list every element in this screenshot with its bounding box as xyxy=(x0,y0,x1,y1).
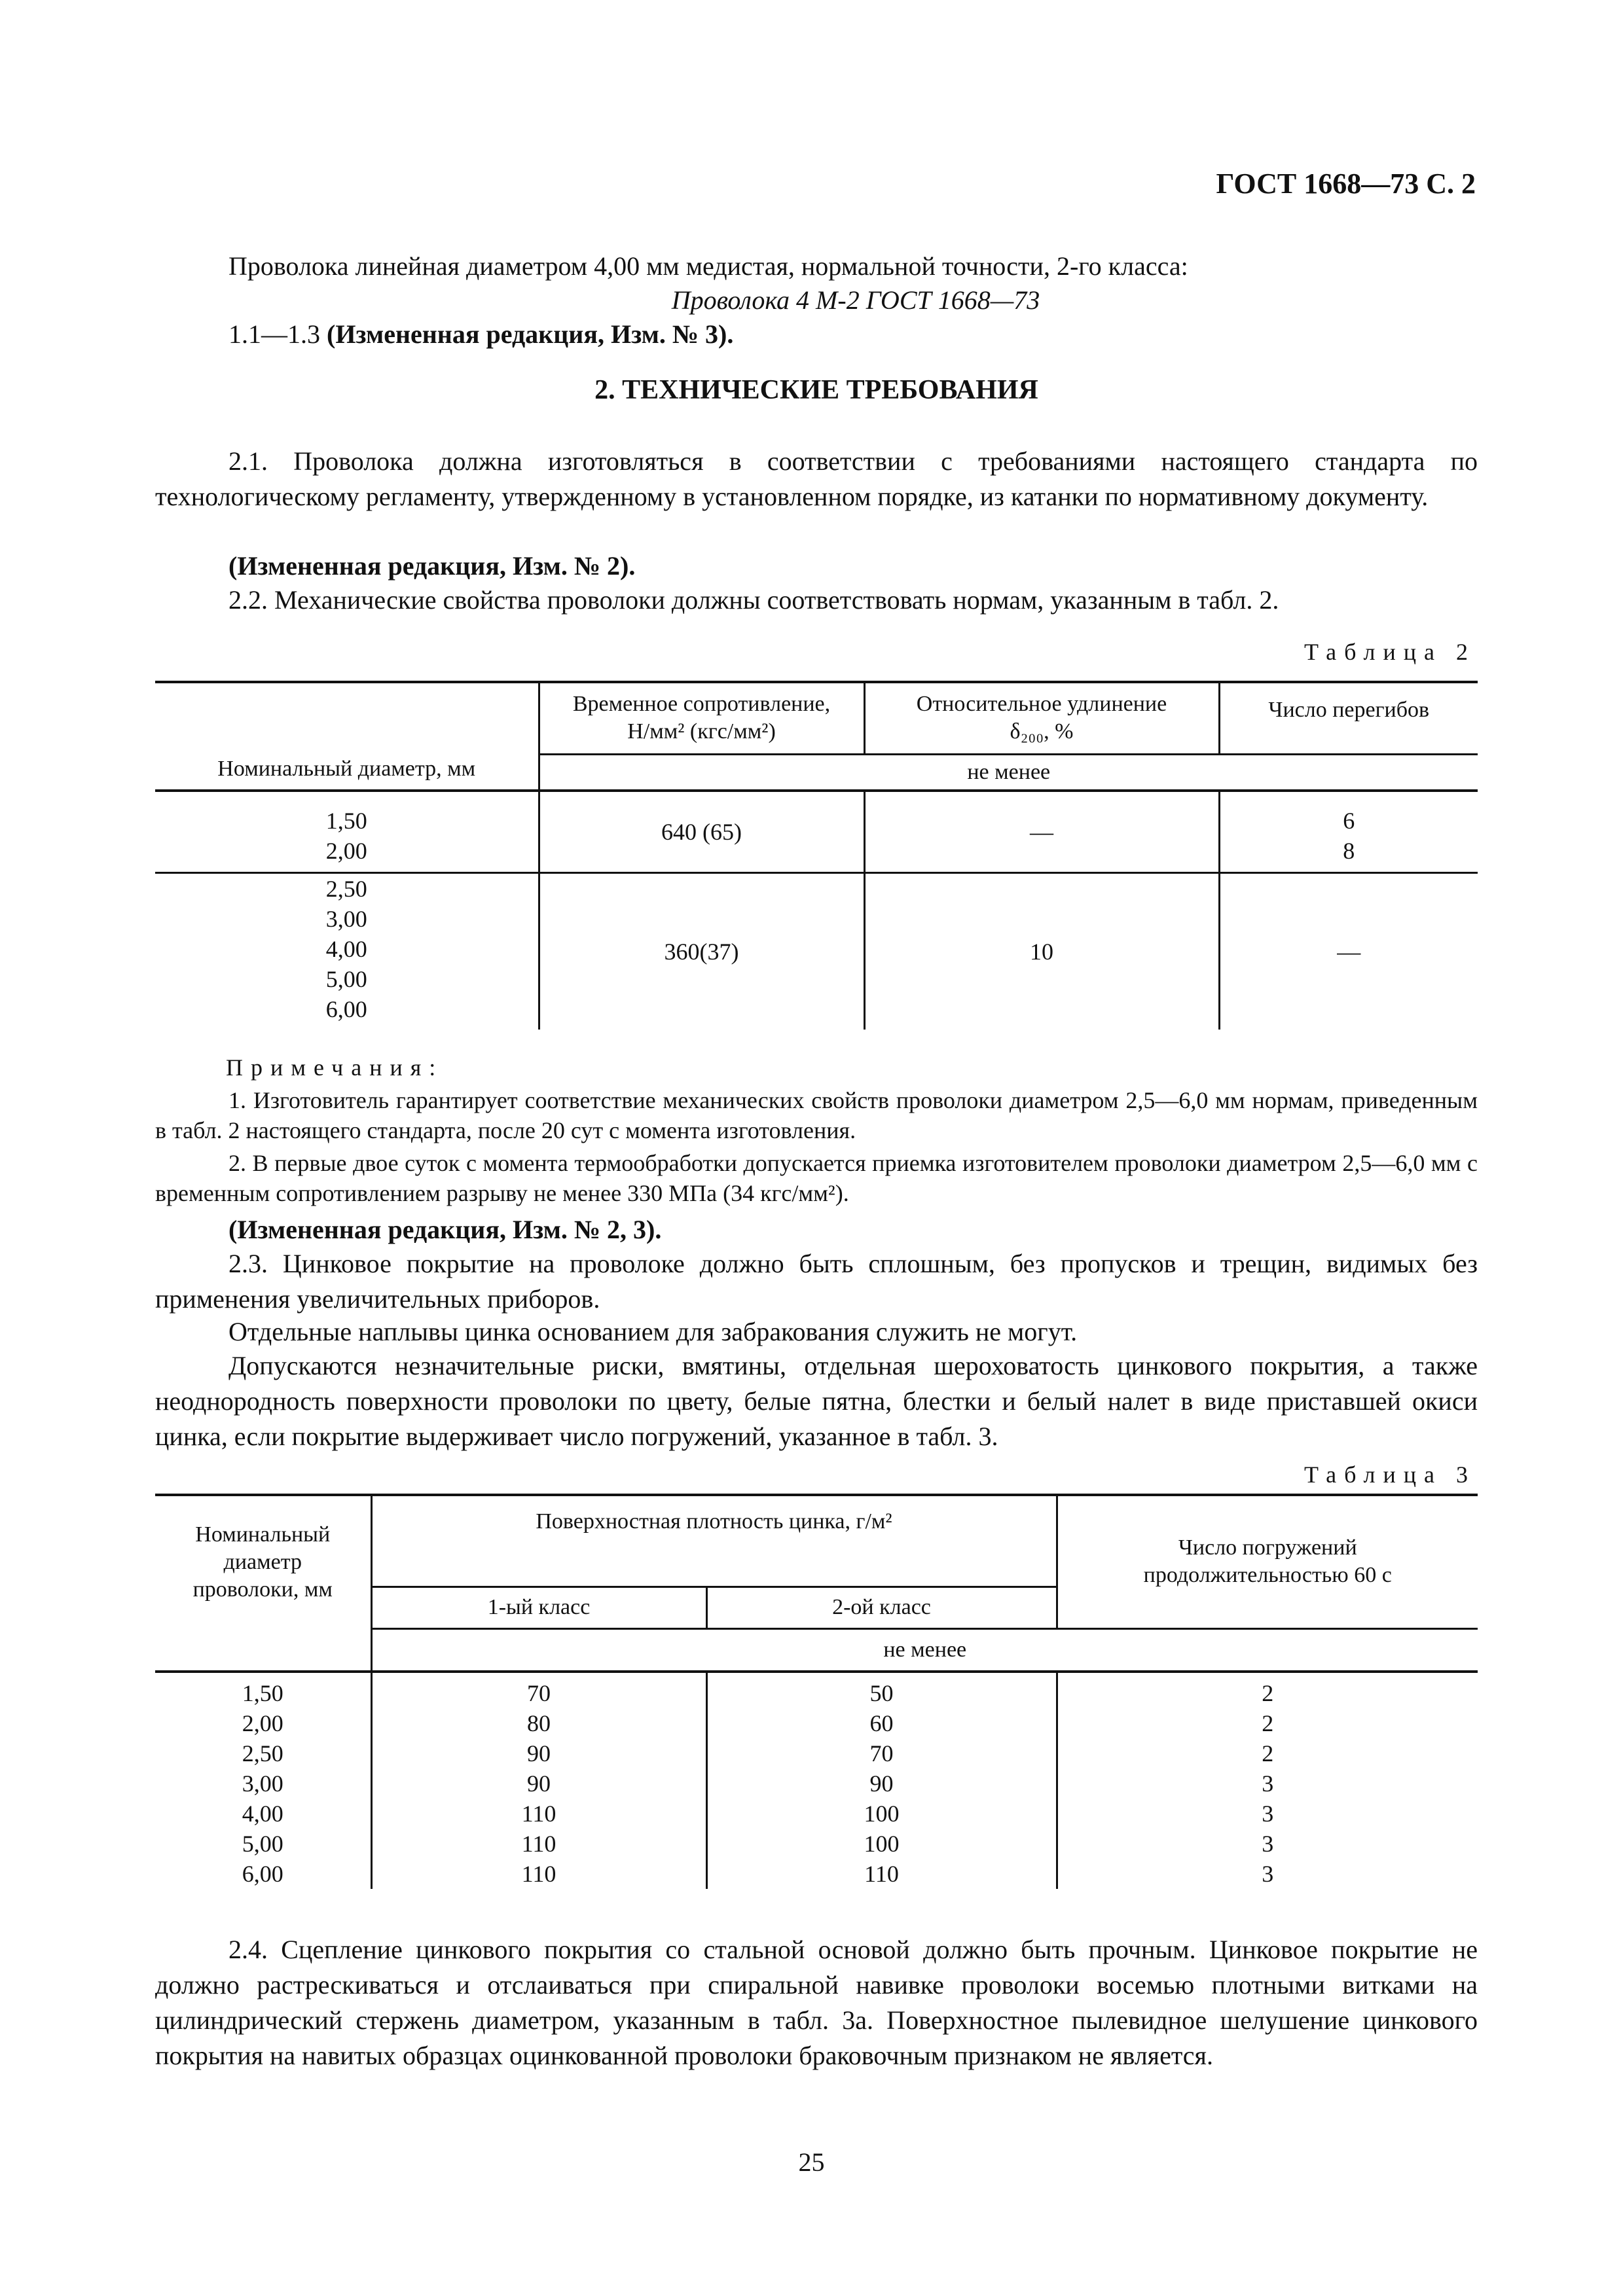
header-diameter: Номинальный диаметр проволоки, мм xyxy=(155,1495,371,1628)
section-title: 2. ТЕХНИЧЕСКИЕ ТРЕБОВАНИЯ xyxy=(594,375,1038,405)
header-min: не менее xyxy=(539,754,1478,791)
table-cell: 3 xyxy=(1057,1859,1478,1889)
table-cell: 3 xyxy=(1057,1829,1478,1859)
table-row-diameter: 4,00 xyxy=(155,1799,371,1829)
table-cell: 2 xyxy=(1057,1708,1478,1738)
table-row-diameter: 2,50 xyxy=(155,1738,371,1768)
table-cell: 2 xyxy=(1057,1738,1478,1768)
table-cell: 1,50 2,00 xyxy=(155,791,539,872)
header-min: не менее xyxy=(371,1628,1478,1672)
table-cell: 110 xyxy=(371,1829,706,1859)
notes-title: Примечания: xyxy=(226,1054,444,1081)
page-header: ГОСТ 1668—73 С. 2 xyxy=(1216,168,1476,200)
header-dips: Число погружений продолжительностью 60 с xyxy=(1057,1495,1478,1628)
header-diameter: Номинальный диаметр, мм xyxy=(155,682,539,791)
paragraph-2-3-b: Отдельные наплывы цинка основанием для забракования служить не могут. xyxy=(228,1317,1078,1346)
header-elongation: Относительное удлинение δ₂₀₀, % xyxy=(864,682,1219,754)
table-cell: 100 xyxy=(706,1829,1057,1859)
table-row-diameter: 1,50 xyxy=(155,1672,371,1708)
intro-line: Проволока линейная диаметром 4,00 мм медистая, нормальной точности, 2-го класса: xyxy=(228,251,1188,281)
table-cell: 70 xyxy=(706,1738,1057,1768)
table-cell: 2,50 3,00 4,00 5,00 6,00 xyxy=(155,872,539,1030)
paragraph-2-2: 2.2. Механические свойства проволоки должны соответствовать нормам, указанным в табл. 2. xyxy=(228,585,1279,615)
table-3 xyxy=(155,1494,1478,1889)
table-2-caption: Таблица 2 xyxy=(1304,639,1476,665)
table-cell: 6 8 xyxy=(1219,791,1478,872)
table-row-diameter: 5,00 xyxy=(155,1829,371,1859)
header-class-2: 2-ой класс xyxy=(706,1587,1057,1628)
designation-example: Проволока 4 М-2 ГОСТ 1668—73 xyxy=(671,285,1040,315)
table-row-diameter: 3,00 xyxy=(155,1768,371,1799)
header-bends: Число перегибов xyxy=(1219,682,1478,754)
paragraph-2-1: 2.1. Проволока должна изготовляться в соответствии с требованиями настоящего стандарта по технологическому регламенту, утвержденному в установленном порядке, из катанки по нормативному документу. xyxy=(155,446,1478,511)
note-2: 2. В первые двое суток с момента термообработки допускается приемка изготовителем проволоки диаметром 2,5—6,0 мм с временным сопротивлением разрыву не менее 330 МПа (34 кгс/мм²). xyxy=(155,1150,1478,1206)
table-row-diameter: 6,00 xyxy=(155,1859,371,1889)
table-3-caption: Таблица 3 xyxy=(1304,1462,1476,1488)
table-cell: 360(37) xyxy=(539,872,864,1030)
table-cell: 80 xyxy=(371,1708,706,1738)
table-cell: 3 xyxy=(1057,1768,1478,1799)
table-cell: 100 xyxy=(706,1799,1057,1829)
header-strength: Временное сопротивление, Н/мм² (кгс/мм²) xyxy=(539,682,864,754)
amendment-note: (Измененная редакция, Изм. № 2). xyxy=(228,551,636,581)
table-cell: 3 xyxy=(1057,1799,1478,1829)
table-cell: 50 xyxy=(706,1672,1057,1708)
table-cell: 70 xyxy=(371,1672,706,1708)
table-cell: 90 xyxy=(371,1768,706,1799)
table-cell xyxy=(155,1628,371,1672)
page-number: 25 xyxy=(798,2147,825,2177)
table-cell: 10 xyxy=(864,872,1219,1030)
paragraph-2-3-c: Допускаются незначительные риски, вмятины, отдельная шероховатость цинкового покрытия, а также неоднородность поверхности проволоки по цвету, белые пятна, блестки и белый налет в виде приставшей окиси цинка, если покрытие выдерживает число погружений, указанное в табл. 3. xyxy=(155,1351,1478,1451)
table-cell: 110 xyxy=(706,1859,1057,1889)
table-row-diameter: 2,00 xyxy=(155,1708,371,1738)
table-cell: — xyxy=(864,791,1219,872)
header-class-1: 1-ый класс xyxy=(371,1587,706,1628)
header-density: Поверхностная плотность цинка, г/м² xyxy=(371,1495,1057,1587)
note-1: 1. Изготовитель гарантирует соответствие механических свойств проволоки диаметром 2,5—6,0 мм нормам, приведенным в табл. 2 настоящего стандарта, после 20 сут с момента изготовления. xyxy=(155,1087,1478,1143)
amendment-note: (Измененная редакция, Изм. № 2, 3). xyxy=(228,1215,662,1244)
table-cell: 110 xyxy=(371,1799,706,1829)
table-cell: 110 xyxy=(371,1859,706,1889)
table-cell: 2 xyxy=(1057,1672,1478,1708)
table-cell: 640 (65) xyxy=(539,791,864,872)
table-2 xyxy=(155,681,1478,1030)
intro-amendment: 1.1—1.3 (Измененная редакция, Изм. № 3). xyxy=(228,319,734,349)
table-cell: — xyxy=(1219,872,1478,1030)
table-cell: 60 xyxy=(706,1708,1057,1738)
table-cell: 90 xyxy=(371,1738,706,1768)
paragraph-2-4: 2.4. Сцепление цинкового покрытия со стальной основой должно быть прочным. Цинковое покрытие не должно растрескиваться и отслаиваться при спиральной навивке проволоки восемью плотными витками на цилиндрический стержень диаметром, указанным в табл. 3а. Поверхностное пылевидное шелушение цинкового покрытия на навитых образцах оцинкованной проволоки браковочным признаком не является. xyxy=(155,1935,1478,2070)
paragraph-2-3: 2.3. Цинковое покрытие на проволоке должно быть сплошным, без пропусков и трещин, видимых без применения увеличительных приборов. xyxy=(155,1249,1478,1314)
table-cell: 90 xyxy=(706,1768,1057,1799)
